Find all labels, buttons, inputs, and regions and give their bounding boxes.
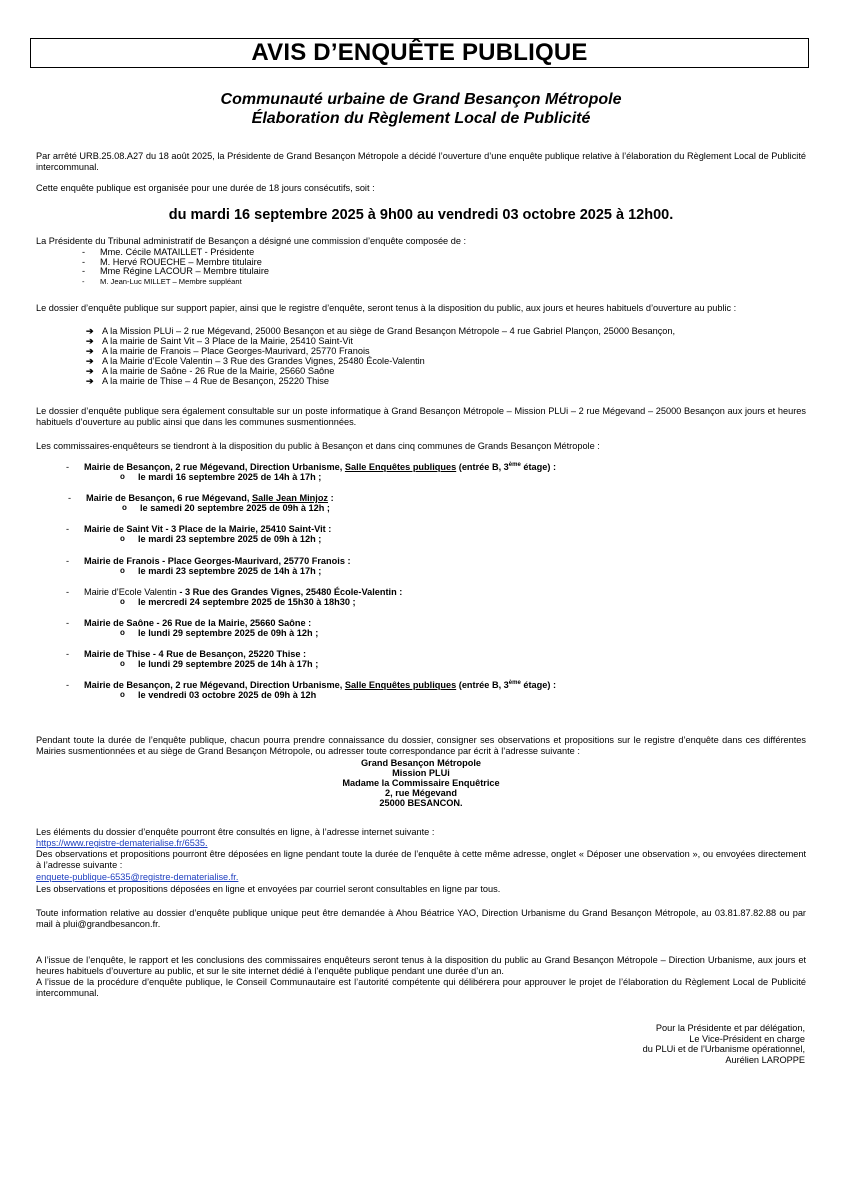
online-observations-text: Des observations et propositions pourront être déposées en ligne pendant toute la durée de l’enquête à cette même adresse, onglet « Déposer une observation », ou envoyées directement à l’adresse suivante :: [36, 849, 806, 870]
list-item: [86, 346, 806, 356]
permanences-intro: Les commissaires-enquêteurs se tiendront à la disposition du public à Besançon et dans cinq communes de Grands Besançon Métropole :: [36, 441, 600, 451]
postal-address: [30, 758, 812, 808]
subtitle-authority: Communauté urbaine de Grand Besançon Métropole: [220, 91, 622, 108]
arrow-icon: ➔: [86, 336, 94, 346]
permanence-location: - Mairie de Thise - 4 Rue de Besançon, 25220 Thise :: [66, 649, 307, 659]
permanence-date: o le mardi 23 septembre 2025 de 09h à 12h ;: [120, 534, 322, 544]
list-item: [86, 376, 806, 386]
permanence-block: [66, 680, 806, 700]
arrow-icon: ➔: [86, 376, 94, 386]
information-paragraph: Toute information relative au dossier d’enquête publique unique peut être demandée à Ahou Béatrice YAO, Direction Urbanisme du Grand Besançon Métropole, au 03.81.87.82.88 ou par mail à plui@grandbesancon.fr.: [36, 908, 806, 929]
location-text: A la mairie de Saône - 26 Rue de la Mairie, 25660 Saône: [102, 366, 335, 376]
registry-link-row: [36, 838, 806, 849]
permanence-location: - Mairie de Saône - 26 Rue de la Mairie, 25660 Saône :: [66, 618, 312, 628]
permanence-block: [66, 649, 806, 669]
commission-intro: La Présidente du Tribunal administratif de Besançon a désigné une commission d’enquête composée de :: [36, 236, 467, 246]
permanence-location: - Mairie de Besançon, 2 rue Mégevand, Direction Urbanisme, Salle Enquêtes publiques (entrée B, 3ème étage) :: [66, 462, 557, 472]
location-list: [86, 326, 806, 386]
address-line: 25000 BESANCON.: [379, 798, 463, 808]
permanence-date: o le mercredi 24 septembre 2025 de 15h30 à 18h30 ;: [120, 597, 356, 607]
dossier-intro: Le dossier d’enquête publique sur support papier, ainsi que le registre d’enquête, seront tenus à la disposition du public, aux jours et heures habituels d’ouverture au public :: [36, 303, 737, 313]
permanence-location: - Mairie de Besançon, 2 rue Mégevand, Direction Urbanisme, Salle Enquêtes publiques (entrée B, 3ème étage) :: [66, 680, 557, 690]
member-name: M. Jean-Luc MILLET – Membre suppléant: [100, 276, 242, 286]
address-line: Grand Besançon Métropole: [361, 758, 481, 768]
member-name: M. Hervé ROUECHE – Membre titulaire: [100, 256, 262, 267]
email-link[interactable]: enquete-publique-6535@registre-dematerialise.fr.: [36, 872, 239, 882]
permanence-block: [66, 524, 806, 544]
subtitle-project: Élaboration du Règlement Local de Publicité: [251, 110, 591, 127]
email-link-row: [36, 872, 806, 883]
page-title: AVIS D’ENQUÊTE PUBLIQUE: [251, 39, 588, 66]
list-item: [86, 336, 806, 346]
permanence-date: o le samedi 20 septembre 2025 de 09h à 12h ;: [122, 503, 330, 513]
list-item: - Mme. Cécile MATAILLET - Présidente: [82, 247, 255, 257]
list-item: [86, 356, 806, 366]
enquiry-dates: du mardi 16 septembre 2025 à 9h00 au vendredi 03 octobre 2025 à 12h00.: [168, 207, 674, 223]
permanence-location: - Mairie de Besançon, 6 rue Mégevand, Salle Jean Minjoz :: [68, 493, 334, 503]
permanence-block: [66, 556, 806, 576]
permanence-date: o le mardi 16 septembre 2025 de 14h à 17h ;: [120, 472, 322, 482]
arrow-icon: ➔: [86, 326, 94, 336]
signature-line: Le Vice-Président en charge: [689, 1033, 805, 1044]
location-text: A la mairie de Franois – Place Georges-Maurivard, 25770 Franois: [102, 346, 370, 356]
observations-paragraph: Pendant toute la durée de l’enquête publique, chacun pourra prendre connaissance du dossier, consigner ses observations et propositions sur le registre d’enquête dans ces différentes Mairies susmentionnées et au siège de Grand Besançon Métropole, ou adresser toute correspondance par écrit à l’adresse suivante :: [36, 735, 806, 756]
permanence-location: - Mairie de Franois - Place Georges-Maurivard, 25770 Franois :: [66, 556, 351, 566]
council-paragraph: A l’issue de la procédure d’enquête publique, le Conseil Communautaire est l’autorité compétente qui délibérera pour approuver le projet de l’élaboration du Règlement Local de Publicité intercommunal.: [36, 977, 806, 998]
address-line: Mission PLUi: [392, 768, 450, 778]
permanence-block: [66, 462, 806, 482]
title-box: [30, 38, 809, 68]
permanence-block: [68, 493, 808, 513]
permanence-location: - Mairie de Saint Vit - 3 Place de la Mairie, 25410 Saint-Vit :: [66, 524, 332, 534]
permanence-date: o le mardi 23 septembre 2025 de 14h à 17h ;: [120, 566, 322, 576]
location-text: A la mairie de Thise – 4 Rue de Besançon, 25220 Thise: [102, 376, 329, 386]
permanence-block: [66, 618, 806, 638]
location-text: A la Mairie d’Ecole Valentin – 3 Rue des Grandes Vignes, 25480 École-Valentin: [102, 356, 425, 366]
report-paragraph: A l’issue de l’enquête, le rapport et les conclusions des commissaires enquêteurs seront tenus à la disposition du public au Grand Besançon Métropole – Direction Urbanisme, aux jours et heures habituels d’ouverture au public, et sur le site internet dédié à l’enquête publique pendant une durée d’un an.: [36, 955, 806, 976]
registry-link[interactable]: https://www.registre-dematerialise.fr/6535.: [36, 838, 208, 848]
permanence-date: o le lundi 29 septembre 2025 de 09h à 12h ;: [120, 628, 319, 638]
list-item: - M. Hervé ROUECHE – Membre titulaire: [82, 256, 262, 267]
duration-paragraph: Cette enquête publique est organisée pour une durée de 18 jours consécutifs, soit :: [36, 183, 375, 193]
intro-paragraph: Par arrêté URB.25.08.A27 du 18 août 2025, la Présidente de Grand Besançon Métropole a décidé l’ouverture d’une enquête publique relative à l’élaboration du Règlement Local de Publicité intercommunal.: [36, 151, 806, 172]
list-item: [86, 366, 806, 376]
online-consultation-text: Les éléments du dossier d’enquête pourront être consultés en ligne, à l’adresse internet suivante :: [36, 827, 435, 837]
list-item: [86, 326, 806, 336]
permanence-block: [66, 587, 806, 607]
member-name: Mme. Cécile MATAILLET - Présidente: [100, 247, 255, 257]
address-line: Madame la Commissaire Enquêtrice: [342, 778, 500, 788]
permanence-location: - Mairie d’Ecole Valentin - 3 Rue des Grandes Vignes, 25480 École-Valentin :: [66, 587, 403, 597]
signature-line: Pour la Présidente et par délégation,: [655, 1023, 805, 1033]
address-line: 2, rue Mégevand: [385, 788, 457, 798]
permanence-date: o le vendredi 03 octobre 2025 de 09h à 12h: [120, 690, 317, 700]
permanence-date: o le lundi 29 septembre 2025 de 14h à 17h ;: [120, 659, 319, 669]
location-text: A la Mission PLUi – 2 rue Mégevand, 25000 Besançon et au siège de Grand Besançon Métropole – 4 rue Gabriel Plançon, 25000 Besançon,: [102, 326, 676, 336]
online-publication-text: Les observations et propositions déposées en ligne et envoyées par courriel seront consultables en ligne par tous.: [36, 884, 501, 894]
list-item: - Mme Régine LACOUR – Membre titulaire: [82, 266, 270, 277]
list-item: - M. Jean-Luc MILLET – Membre suppléant: [82, 276, 242, 286]
arrow-icon: ➔: [86, 346, 94, 356]
computer-access-paragraph: Le dossier d’enquête publique sera également consultable sur un poste informatique à Grand Besançon Métropole – Mission PLUi – 2 rue Mégevand – 25000 Besançon aux jours et heures habituels d’ouverture au public ainsi que dans les communes susmentionnées.: [36, 406, 806, 427]
signature-block: [643, 1023, 805, 1065]
commission-list: [82, 248, 482, 286]
arrow-icon: ➔: [86, 356, 94, 366]
arrow-icon: ➔: [86, 366, 94, 376]
signature-line: du PLUi et de l’Urbanisme opérationnel,: [642, 1044, 805, 1054]
member-name: Mme Régine LACOUR – Membre titulaire: [100, 266, 270, 277]
signatory-name: Aurélien LAROPPE: [725, 1054, 805, 1065]
location-text: A la mairie de Saint Vit – 3 Place de la Mairie, 25410 Saint-Vit: [102, 336, 353, 346]
